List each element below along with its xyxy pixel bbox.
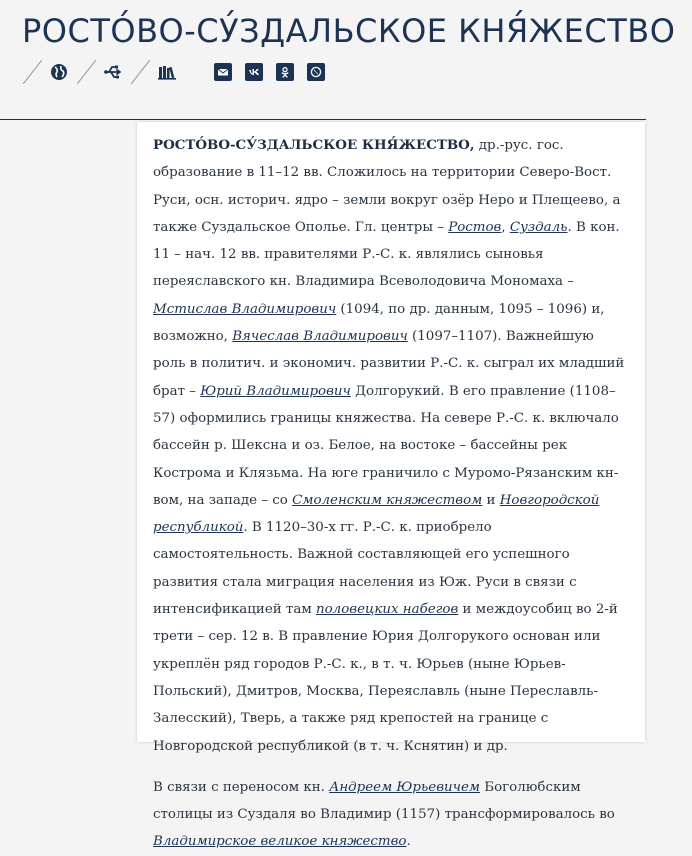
slash-divider (22, 58, 44, 86)
article-paragraph (153, 132, 629, 760)
text-run: . В кон. 11 – нач. 12 вв. правителями Р.-С. к. являлись сыновья переяславского кн. Владимира Всеволодовича Мономаха – (153, 219, 620, 290)
toolbar (22, 58, 338, 86)
text-run: (1097–1107). Важнейшую роль в политич. и экономич. развитии Р.-С. к. сыграл их младший брат – (153, 329, 625, 399)
article-term: РОСТО́ВО-СУ́ЗДАЛЬСКОЕ КНЯ́ЖЕСТВО, (153, 137, 475, 153)
link-mstislav-vladimirovich[interactable]: Мстислав Владимирович (153, 301, 337, 317)
link-vladimir-grand-principality[interactable]: Владимирское великое княжество (153, 834, 407, 850)
text-run: и (482, 492, 500, 508)
link-vyacheslav-vladimirovich[interactable]: Вячеслав Владимирович (232, 329, 408, 345)
vk-icon (248, 66, 260, 78)
text-run: . (406, 834, 411, 850)
article-body (137, 122, 645, 850)
usb-icon[interactable] (102, 61, 124, 83)
text-run: , (501, 219, 510, 235)
odnoklassniki-icon (279, 66, 291, 78)
link-andrei-yurievich[interactable]: Андреем Юрьевичем (329, 779, 480, 795)
text-run: . В 1120–30-х гг. Р.-С. к. приобрело самостоятельность. Важной составляющей его успешного развития стала миграция населения из Юж. Руси в связи с интенсификацией там (153, 520, 577, 618)
share-group (214, 63, 338, 81)
link-polovtsian-raids[interactable]: половецких набегов (316, 602, 459, 618)
odnoklassniki-share-button[interactable] (276, 63, 294, 81)
article-paragraph (153, 774, 629, 856)
mail-icon (217, 66, 229, 78)
vk-share-button[interactable] (245, 63, 263, 81)
slash-divider (130, 58, 152, 86)
globe-icon[interactable] (48, 61, 70, 83)
livejournal-share-button[interactable] (307, 63, 325, 81)
text-run: и междоусобиц во 2-й трети – сер. 12 в. В правление Юрия Долгорукого основан или укреплён ряд городов Р.-С. к., в т. ч. Юрьев (ныне Юрьев-Польский), Дмитров, Москва, Переяславль (ныне Переславль-Залесский), Тверь, а также ряд крепостей на границе с Новгородской республикой (в т. ч. Кснятин) и др. (153, 602, 618, 754)
link-novgorod-republic[interactable]: Новгородской республикой (153, 492, 600, 536)
link-yuri-vladimirovich[interactable]: Юрий Владимирович (200, 383, 351, 399)
slash-divider (76, 58, 98, 86)
link-suzdal[interactable]: Суздаль (509, 219, 568, 235)
page-title: РОСТО́ВО-СУ́ЗДАЛЬСКОЕ КНЯ́ЖЕСТВО (22, 12, 676, 50)
text-run: Долгорукий. В его правление (1108–57) оформились границы княжества. На севере Р.-С. к. включало бассейн р. Шексна и оз. Белое, на востоке – бассейны рек Кострома и Клязьма. На юге граничило с Муромо-Рязанским кн-вом, на западе – со (153, 383, 619, 508)
text-run: Боголюбским столицы из Суздаля во Владимир (1157) трансформировалось во (153, 779, 615, 823)
link-rostov[interactable]: Ростов (448, 219, 502, 235)
mail-share-button[interactable] (214, 63, 232, 81)
tool-group (22, 58, 184, 86)
books-icon[interactable] (156, 61, 178, 83)
text-run: В связи с переносом кн. (153, 779, 330, 795)
link-smolensk-principality[interactable]: Смоленским княжеством (292, 492, 483, 508)
text-run: (1094, по др. данным, 1095 – 1096) и, возможно, (153, 301, 605, 345)
livejournal-icon (310, 66, 322, 78)
text-run: др.-рус. гос. образование в 11–12 вв. Сложилось на территории Северо-Вост. Руси, осн. историч. ядро – земли вокруг озёр Неро и Плещеево, а также Суздальское Ополье. Гл. центры – (153, 138, 621, 235)
header-divider (0, 119, 646, 120)
